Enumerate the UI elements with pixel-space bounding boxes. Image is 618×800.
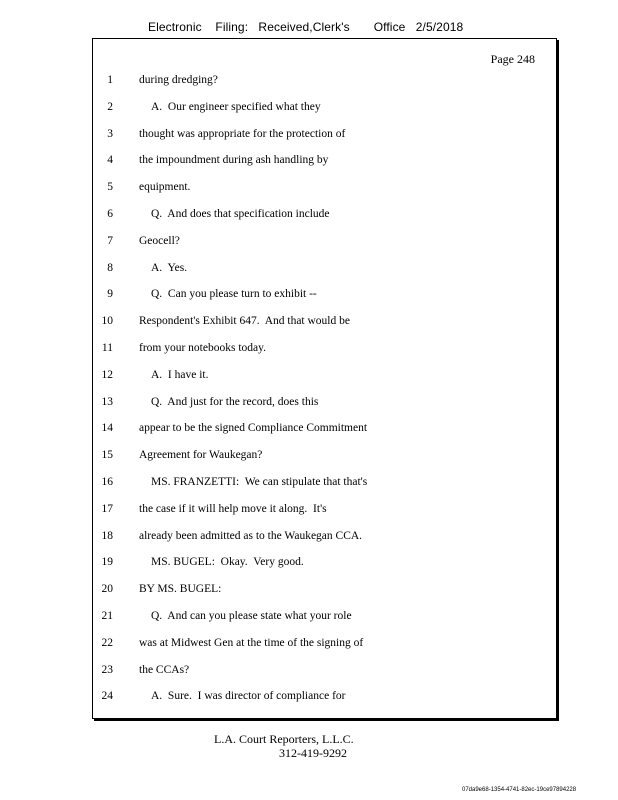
line-text: A. Our engineer specified what they xyxy=(151,100,321,113)
transcript-line xyxy=(93,530,556,546)
line-text: A. I have it. xyxy=(151,368,209,381)
line-number: 15 xyxy=(101,449,113,462)
line-number: 8 xyxy=(107,261,113,274)
transcript-line xyxy=(93,449,556,465)
transcript-line xyxy=(93,422,556,438)
line-text: A. Sure. I was director of compliance for xyxy=(151,690,346,703)
transcript-line xyxy=(93,154,556,170)
transcript-line xyxy=(93,690,556,706)
line-text: Respondent's Exhibit 647. And that would be xyxy=(139,315,350,328)
line-number: 12 xyxy=(101,368,113,381)
line-number: 3 xyxy=(107,127,113,140)
line-number: 9 xyxy=(107,288,113,301)
line-text: was at Midwest Gen at the time of the signing of xyxy=(139,636,364,649)
line-text: MS. FRANZETTI: We can stipulate that that's xyxy=(151,476,368,488)
line-number: 2 xyxy=(107,100,113,113)
line-number: 6 xyxy=(107,208,113,220)
line-number: 16 xyxy=(101,476,113,488)
line-number: 24 xyxy=(101,690,113,703)
transcript-line xyxy=(93,664,556,680)
transcript-line xyxy=(93,396,556,412)
line-text: thought was appropriate for the protection of xyxy=(139,127,346,140)
transcript-line xyxy=(93,583,556,599)
transcript-line xyxy=(93,476,556,492)
transcript-line xyxy=(93,369,556,385)
line-text: A. Yes. xyxy=(151,261,188,274)
document-hash: 07da9e68-1354-4741-82ec-19ce97894228 xyxy=(462,787,577,793)
line-text: Agreement for Waukegan? xyxy=(139,449,263,462)
line-number: 22 xyxy=(101,636,113,649)
line-text: Q. Can you please turn to exhibit -- xyxy=(151,288,317,301)
line-number: 13 xyxy=(101,395,113,408)
transcript-line xyxy=(93,288,556,304)
court-reporter-name: L.A. Court Reporters, L.L.C. xyxy=(214,732,354,746)
line-text: Geocell? xyxy=(139,234,180,247)
line-text: already been admitted as to the Waukegan CCA. xyxy=(139,529,363,542)
line-text: during dredging? xyxy=(139,74,218,86)
line-text: Q. And just for the record, does this xyxy=(151,395,319,408)
line-text: the impoundment during ash handling by xyxy=(139,154,329,167)
line-number: 11 xyxy=(101,342,113,354)
line-text: the case if it will help move it along. It's xyxy=(139,502,327,515)
line-text: from your notebooks today. xyxy=(139,342,267,354)
transcript-line xyxy=(93,208,556,224)
line-text: MS. BUGEL: Okay. Very good. xyxy=(151,556,304,569)
line-number: 4 xyxy=(107,154,113,167)
transcript-line xyxy=(93,235,556,251)
transcript-line xyxy=(93,342,556,358)
line-number: 10 xyxy=(101,315,113,328)
transcript-line xyxy=(93,556,556,572)
transcript-page xyxy=(92,38,557,719)
transcript-line xyxy=(93,181,556,197)
line-number: 23 xyxy=(101,663,113,676)
line-number: 14 xyxy=(101,422,113,435)
line-number: 17 xyxy=(101,502,113,515)
transcript-line xyxy=(93,610,556,626)
transcript-line xyxy=(93,128,556,144)
line-text: BY MS. BUGEL: xyxy=(139,583,222,596)
line-text: Q. And does that specification include xyxy=(151,208,330,220)
transcript-line xyxy=(93,503,556,519)
filing-stamp: Electronic Filing: Received,Clerk's Office 2/5/2018 xyxy=(148,20,464,34)
line-text: appear to be the signed Compliance Commitment xyxy=(139,422,368,435)
line-number: 5 xyxy=(107,181,113,194)
transcript-line xyxy=(93,101,556,117)
transcript-line xyxy=(93,74,556,90)
line-text: the CCAs? xyxy=(139,663,190,676)
court-reporter-phone: 312-419-9292 xyxy=(279,746,347,760)
page-number: Page 248 xyxy=(490,52,535,66)
line-text: Q. And can you please state what your role xyxy=(151,610,352,622)
transcript-line xyxy=(93,637,556,653)
line-number: 19 xyxy=(101,556,113,569)
line-number: 21 xyxy=(101,610,113,622)
line-number: 18 xyxy=(101,529,113,542)
line-text: equipment. xyxy=(139,181,191,194)
transcript-line xyxy=(93,315,556,331)
line-number: 7 xyxy=(107,234,113,247)
line-number: 20 xyxy=(101,583,113,596)
line-number: 1 xyxy=(107,74,113,86)
transcript-line xyxy=(93,262,556,278)
